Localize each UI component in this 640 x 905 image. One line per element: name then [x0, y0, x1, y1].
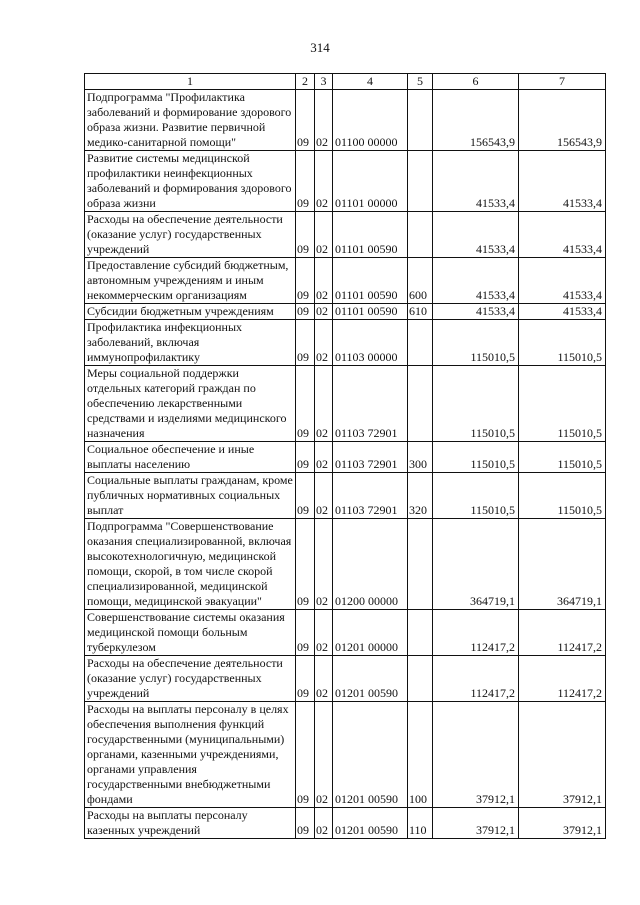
table-row: [85, 90, 606, 151]
row-section: 09: [296, 656, 315, 702]
budget-table-container: [84, 73, 606, 839]
row-name: Расходы на выплаты персоналу казенных учреждений: [85, 808, 296, 839]
row-section: 09: [296, 151, 315, 212]
row-expense-type: [408, 366, 433, 442]
row-expense-type: 320: [408, 473, 433, 519]
row-expense-type: [408, 212, 433, 258]
row-subsection: 02: [315, 656, 333, 702]
table-row: [85, 212, 606, 258]
table-row: [85, 656, 606, 702]
row-expense-type: 100: [408, 702, 433, 808]
row-amount-2: 37912,1: [519, 702, 606, 808]
row-amount-2: 115010,5: [519, 442, 606, 473]
row-target-code: 01201 00000: [333, 610, 408, 656]
row-name: Предоставление субсидий бюджетным, автономным учреждениям и иным некоммерческим организациям: [85, 258, 296, 304]
header-col-1: 1: [85, 74, 296, 90]
row-amount-1: 364719,1: [433, 519, 519, 610]
header-col-6: 6: [433, 74, 519, 90]
row-section: 09: [296, 610, 315, 656]
header-col-4: 4: [333, 74, 408, 90]
row-amount-1: 115010,5: [433, 366, 519, 442]
row-target-code: 01200 00000: [333, 519, 408, 610]
row-name: Социальные выплаты гражданам, кроме публичных нормативных социальных выплат: [85, 473, 296, 519]
row-target-code: 01103 72901: [333, 442, 408, 473]
row-target-code: 01101 00590: [333, 258, 408, 304]
row-section: 09: [296, 473, 315, 519]
header-col-7: 7: [519, 74, 606, 90]
row-amount-1: 115010,5: [433, 473, 519, 519]
row-section: 09: [296, 519, 315, 610]
row-target-code: 01201 00590: [333, 702, 408, 808]
row-name: Расходы на обеспечение деятельности (оказание услуг) государственных учреждений: [85, 656, 296, 702]
row-amount-1: 115010,5: [433, 442, 519, 473]
row-amount-2: 115010,5: [519, 366, 606, 442]
row-section: 09: [296, 320, 315, 366]
row-target-code: 01101 00590: [333, 212, 408, 258]
row-section: 09: [296, 366, 315, 442]
row-target-code: 01101 00000: [333, 151, 408, 212]
row-section: 09: [296, 702, 315, 808]
row-target-code: 01103 72901: [333, 366, 408, 442]
row-amount-1: 41533,4: [433, 304, 519, 320]
row-expense-type: [408, 151, 433, 212]
row-amount-2: 37912,1: [519, 808, 606, 839]
row-subsection: 02: [315, 366, 333, 442]
row-subsection: 02: [315, 90, 333, 151]
row-name: Подпрограмма "Совершенствование оказания специализированной, включая высокотехнологичную, медицинской помощи, скорой, в том числе скорой специализированной, медицинской помощи, медицинской эвакуации": [85, 519, 296, 610]
row-target-code: 01103 72901: [333, 473, 408, 519]
row-target-code: 01101 00590: [333, 304, 408, 320]
table-row: [85, 442, 606, 473]
row-amount-2: 115010,5: [519, 320, 606, 366]
row-name: Развитие системы медицинской профилактики неинфекционных заболеваний и формирования здорового образа жизни: [85, 151, 296, 212]
row-amount-1: 156543,9: [433, 90, 519, 151]
header-col-3: 3: [315, 74, 333, 90]
row-amount-2: 112417,2: [519, 610, 606, 656]
row-section: 09: [296, 304, 315, 320]
row-expense-type: 610: [408, 304, 433, 320]
row-expense-type: 600: [408, 258, 433, 304]
row-name: Расходы на выплаты персоналу в целях обеспечения выполнения функций государственными (муниципальными) органами, казенными учреждениями, органами управления государственными внебюджетными фондами: [85, 702, 296, 808]
row-target-code: 01201 00590: [333, 808, 408, 839]
row-name: Расходы на обеспечение деятельности (оказание услуг) государственных учреждений: [85, 212, 296, 258]
row-subsection: 02: [315, 212, 333, 258]
row-target-code: 01103 00000: [333, 320, 408, 366]
row-amount-1: 41533,4: [433, 212, 519, 258]
row-subsection: 02: [315, 304, 333, 320]
row-subsection: 02: [315, 320, 333, 366]
table-row: [85, 519, 606, 610]
row-name: Совершенствование системы оказания медицинской помощи больным туберкулезом: [85, 610, 296, 656]
row-amount-2: 364719,1: [519, 519, 606, 610]
row-amount-2: 115010,5: [519, 473, 606, 519]
row-expense-type: [408, 656, 433, 702]
row-section: 09: [296, 442, 315, 473]
header-col-5: 5: [408, 74, 433, 90]
row-name: Подпрограмма "Профилактика заболеваний и формирование здорового образа жизни. Развитие первичной медико-санитарной помощи": [85, 90, 296, 151]
row-name: Социальное обеспечение и иные выплаты населению: [85, 442, 296, 473]
row-name: Профилактика инфекционных заболеваний, включая иммунопрофилактику: [85, 320, 296, 366]
row-expense-type: [408, 320, 433, 366]
row-expense-type: [408, 519, 433, 610]
table-row: [85, 610, 606, 656]
row-expense-type: 110: [408, 808, 433, 839]
row-subsection: 02: [315, 519, 333, 610]
row-amount-1: 37912,1: [433, 702, 519, 808]
row-amount-1: 112417,2: [433, 610, 519, 656]
row-amount-1: 37912,1: [433, 808, 519, 839]
row-subsection: 02: [315, 442, 333, 473]
row-section: 09: [296, 212, 315, 258]
page-number: 314: [310, 40, 330, 55]
table-row: [85, 473, 606, 519]
row-amount-2: 112417,2: [519, 656, 606, 702]
row-section: 09: [296, 258, 315, 304]
row-amount-2: 41533,4: [519, 258, 606, 304]
row-section: 09: [296, 90, 315, 151]
row-subsection: 02: [315, 610, 333, 656]
budget-table: [84, 73, 606, 839]
row-section: 09: [296, 808, 315, 839]
row-subsection: 02: [315, 151, 333, 212]
row-subsection: 02: [315, 258, 333, 304]
row-target-code: 01201 00590: [333, 656, 408, 702]
row-expense-type: [408, 610, 433, 656]
row-subsection: 02: [315, 702, 333, 808]
table-row: [85, 151, 606, 212]
table-header-row: [85, 74, 606, 90]
table-row: [85, 304, 606, 320]
row-expense-type: 300: [408, 442, 433, 473]
table-row: [85, 320, 606, 366]
table-row: [85, 808, 606, 839]
row-name: Субсидии бюджетным учреждениям: [85, 304, 296, 320]
table-row: [85, 258, 606, 304]
row-amount-2: 41533,4: [519, 212, 606, 258]
row-expense-type: [408, 90, 433, 151]
row-amount-2: 41533,4: [519, 304, 606, 320]
row-amount-2: 41533,4: [519, 151, 606, 212]
table-row: [85, 702, 606, 808]
row-name: Меры социальной поддержки отдельных категорий граждан по обеспечению лекарственными средствами и изделиями медицинского назначения: [85, 366, 296, 442]
row-target-code: 01100 00000: [333, 90, 408, 151]
row-subsection: 02: [315, 473, 333, 519]
row-amount-2: 156543,9: [519, 90, 606, 151]
row-amount-1: 112417,2: [433, 656, 519, 702]
row-amount-1: 115010,5: [433, 320, 519, 366]
row-amount-1: 41533,4: [433, 258, 519, 304]
header-col-2: 2: [296, 74, 315, 90]
row-amount-1: 41533,4: [433, 151, 519, 212]
table-row: [85, 366, 606, 442]
row-subsection: 02: [315, 808, 333, 839]
